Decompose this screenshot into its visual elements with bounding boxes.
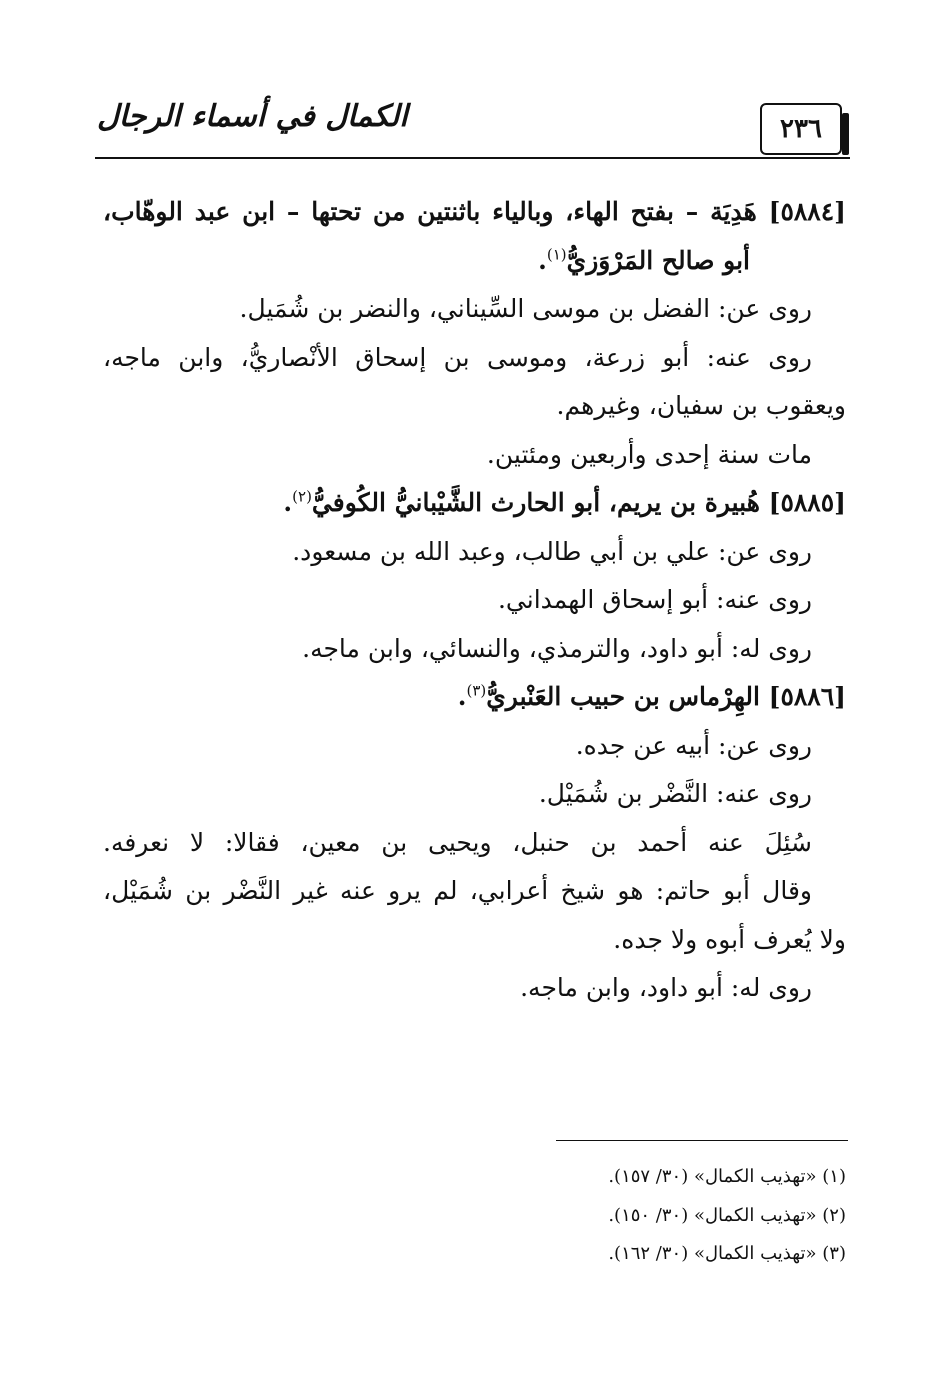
entry-5885-narrated-from: روى عن: علي بن أبي طالب، وعبد الله بن مسعود.: [292, 536, 812, 566]
entry-5886-narrated-by: روى عنه: النَّضْر بن شُمَيْل.: [538, 779, 812, 808]
entry-5884-narrated-by: روى عنه: أبو زرعة، وموسى بن إسحاق الأنْصاريُّ، وابن ماجه،: [103, 342, 812, 372]
entry-5884-narrated-from: روى عن: الفضل بن موسى السِّيناني، والنضر بن شُمَيل.: [239, 294, 812, 323]
footnotes: [400, 1158, 846, 1274]
entry-5884-period: .: [538, 245, 547, 275]
page-body: [103, 188, 846, 1013]
entry-5884-death: مات سنة إحدى وأربعين ومئتين.: [486, 439, 812, 469]
footnote-divider: [556, 1140, 848, 1141]
entry-5884-name: أبو صالح المَرْوَزيُّ: [566, 245, 750, 275]
entry-5884-heading: [٥٨٨٤] هَدِيَة – بفتح الهاء، وبالياء باثنتين من تحتها – ابن عبد الوهّاب،: [103, 197, 846, 226]
entry-5885-heading: [103, 479, 846, 528]
footnote-1: (١) «تهذيب الكمال» (٣٠/ ١٥٧).: [608, 1166, 846, 1187]
entry-5886-narrated-from: روى عن: أبيه عن جده.: [575, 730, 812, 760]
entry-5886-asked: سُئِلَ عنه أحمد بن حنبل، ويحيى بن معين، فقالا: لا نعرفه.: [103, 827, 812, 857]
header-divider: [95, 157, 850, 159]
entry-5886-abu-hatim: وقال أبو حاتم: هو شيخ أعرابي، لم يرو عنه غير النَّضْر بن شُمَيْل،: [103, 876, 812, 905]
footnote-2: (٢) «تهذيب الكمال» (٣٠/ ١٥٠).: [608, 1204, 846, 1226]
entry-5886-heading: [103, 673, 846, 722]
entry-5885-narrated-for: روى له: أبو داود، والترمذي، والنسائي، وابن ماجه.: [302, 633, 812, 663]
footnote-ref-3: (٣): [466, 681, 487, 700]
book-title: الكمال في أسماء الرجال: [97, 99, 408, 134]
entry-5884-heading-cont: [103, 237, 846, 286]
entry-5886-period: .: [457, 682, 467, 711]
page-number: ٢٣٦: [760, 103, 842, 155]
entry-5886-narrated-for: روى له: أبو داود، وابن ماجه.: [520, 973, 812, 1002]
entry-5885-narrated-by: روى عنه: أبو إسحاق الهمداني.: [497, 585, 812, 614]
page-header: [95, 95, 850, 165]
entry-5886-abu-hatim-cont: ولا يُعرف أبوه ولا جده.: [613, 924, 846, 954]
footnote-ref-1: (١): [546, 245, 567, 264]
entry-5886-name: [٥٨٨٦] الهِرْماس بن حبيب العَنْبريُّ: [486, 682, 846, 711]
entry-5885-period: .: [283, 488, 293, 517]
footnote-ref-2: (٢): [292, 487, 312, 506]
footnote-3: (٣) «تهذيب الكمال» (٣٠/ ١٦٢).: [608, 1243, 846, 1264]
entry-5884-narrated-by-cont: ويعقوب بن سفيان، وغيرهم.: [556, 391, 846, 420]
entry-5885-name: [٥٨٨٥] هُبيرة بن يريم، أبو الحارث الشَّيْبانيُّ الكُوفيُّ: [311, 488, 846, 517]
